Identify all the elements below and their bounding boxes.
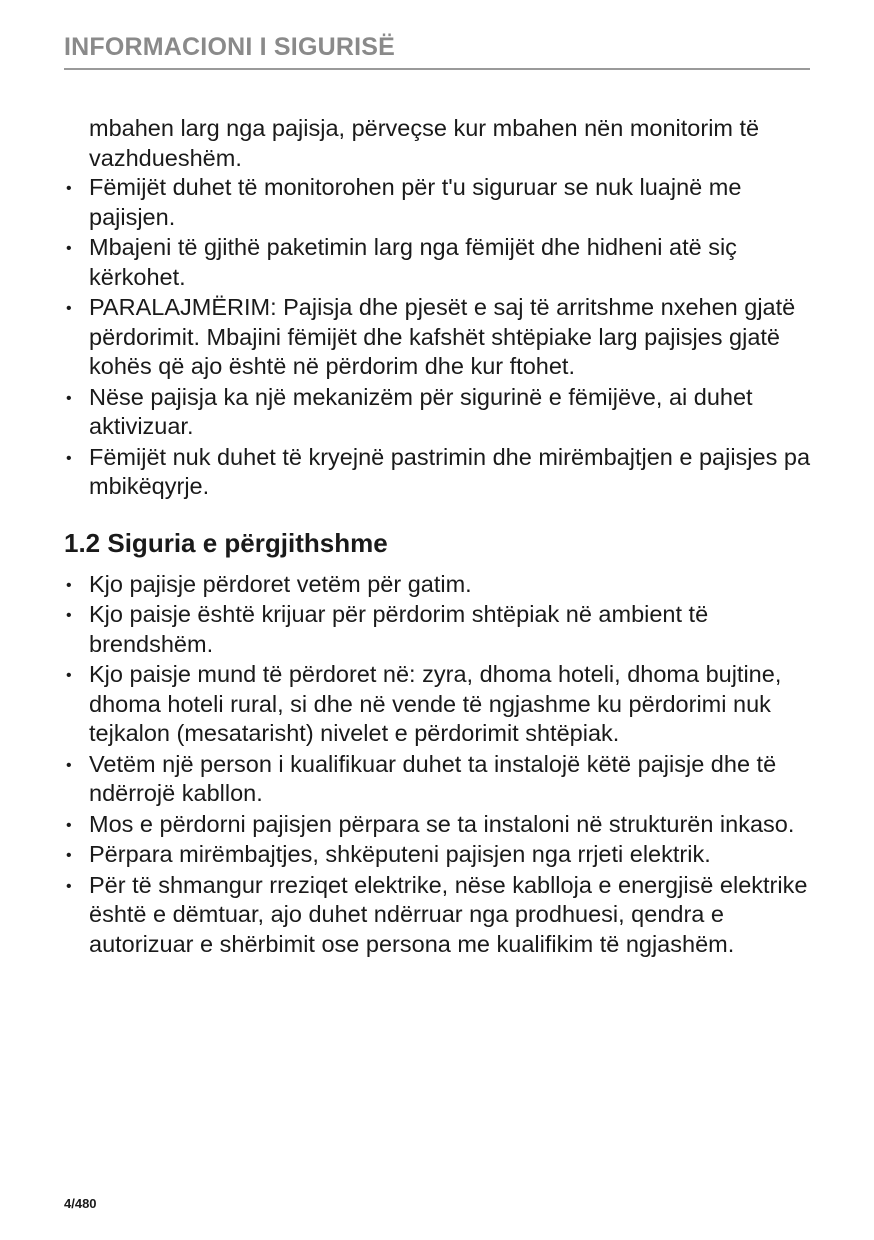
list-item-text: Vetëm një person i kualifikuar duhet ta instalojë këtë pajisje dhe të ndërrojë kabllon. <box>89 750 777 806</box>
list-item-text: Kjo paisje është krijuar për përdorim shtëpiak në ambient të brendshëm. <box>89 601 709 657</box>
list-item <box>64 810 814 840</box>
bullet-icon: • <box>66 389 72 407</box>
list-item-text: Nëse pajisja ka një mekanizëm për sigurinë e fëmijëve, ai duhet aktivizuar. <box>89 383 753 439</box>
list-item-text: Për të shmangur rreziqet elektrike, nëse kablloja e energjisë elektrike është e dëmtuar, ajo duhet ndërruar nga prodhuesi, qendra e autorizuar e shërbimit ose persona me kualifikim të ngjashëm. <box>89 871 808 957</box>
list-item-text: Kjo paisje mund të përdoret në: zyra, dhoma hoteli, dhoma bujtine, dhoma hoteli rural, si dhe në vende të ngjashme ku përdorimi nuk tejkalon (mesatarisht) nivelet e përdorimit shtëpiak. <box>89 661 782 746</box>
bullet-icon: • <box>66 300 72 317</box>
bullet-icon: • <box>66 877 72 895</box>
bullet-icon: • <box>66 449 72 467</box>
header-title: INFORMACIONI I SIGURISË <box>64 33 396 61</box>
list-item <box>64 443 814 502</box>
bullet-icon: • <box>66 667 72 684</box>
list-item <box>64 383 814 442</box>
list-item-text: Mbajeni të gjithë paketimin larg nga fëmijët dhe hidheni atë siç kërkohet. <box>89 234 737 290</box>
bullet-icon: • <box>66 816 72 834</box>
list-item <box>64 233 814 292</box>
page-number: 4/480 <box>64 1196 97 1211</box>
child-safety-list <box>64 173 814 502</box>
page-content <box>64 114 814 960</box>
page-header <box>64 30 810 70</box>
section-heading: 1.2 Siguria e përgjithshme <box>64 527 388 558</box>
continuation-text: mbahen larg nga pajisja, përveçse kur mbahen nën monitorim të vazhdueshëm. <box>89 115 760 171</box>
list-item-text: Fëmijët nuk duhet të kryejnë pastrimin dhe mirëmbajtjen e pajisjes pa mbikëqyrje. <box>89 443 811 499</box>
list-item <box>64 570 814 600</box>
list-item <box>64 293 814 382</box>
general-safety-list <box>64 570 814 960</box>
list-item-text: Kjo pajisje përdoret vetëm për gatim. <box>89 570 472 597</box>
bullet-icon: • <box>66 756 72 774</box>
bullet-icon: • <box>66 607 72 624</box>
bullet-icon: • <box>66 576 72 594</box>
bullet-icon: • <box>66 240 72 257</box>
bullet-icon: • <box>66 847 72 864</box>
list-item-text: Fëmijët duhet të monitorohen për t'u siguruar se nuk luajnë me pajisjen. <box>89 174 742 230</box>
bullet-icon: • <box>66 180 72 197</box>
list-item-text: PARALAJMËRIM: Pajisja dhe pjesët e saj të arritshme nxehen gjatë përdorimit. Mbajini fëmijët dhe kafshët shtëpiake larg pajisjes gjatë kohës që ajo është në përdorim dhe kur ftohet. <box>89 294 796 379</box>
list-item <box>64 600 814 659</box>
list-item <box>64 750 814 809</box>
list-item <box>64 871 814 960</box>
list-item <box>64 173 814 232</box>
list-item-text: Mos e përdorni pajisjen përpara se ta instaloni në strukturën inkaso. <box>89 810 795 837</box>
list-item <box>64 840 814 870</box>
list-item <box>64 660 814 749</box>
list-item-text: Përpara mirëmbajtjes, shkëputeni pajisjen nga rrjeti elektrik. <box>89 841 711 867</box>
